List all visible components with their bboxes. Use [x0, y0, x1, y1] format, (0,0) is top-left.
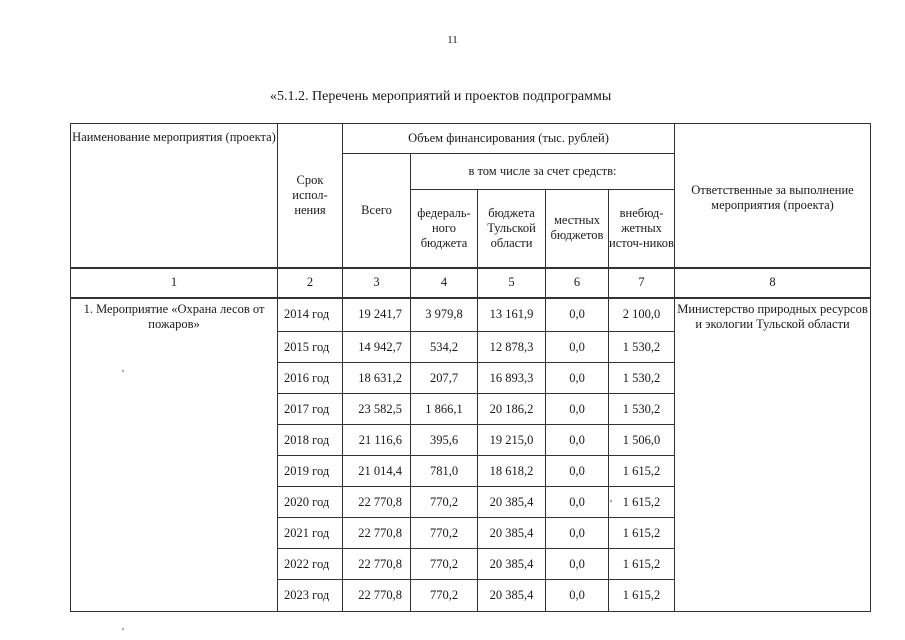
event-name-cell — [71, 363, 278, 394]
federal-cell: 3 979,8 — [411, 298, 478, 332]
table-row — [71, 518, 871, 549]
event-name-cell — [71, 394, 278, 425]
extra-cell: 1 506,0 — [609, 425, 675, 456]
local-cell: 0,0 — [546, 425, 609, 456]
column-number: 7 — [609, 268, 675, 298]
regional-cell: 18 618,2 — [478, 456, 546, 487]
local-cell: 0,0 — [546, 298, 609, 332]
local-cell: 0,0 — [546, 518, 609, 549]
total-cell: 14 942,7 — [343, 332, 411, 363]
local-cell: 0,0 — [546, 394, 609, 425]
header-local: местных бюджетов — [546, 190, 609, 268]
year-cell: 2017 год — [278, 394, 343, 425]
year-cell: 2020 год — [278, 487, 343, 518]
year-cell: 2023 год — [278, 580, 343, 612]
regional-cell: 20 385,4 — [478, 549, 546, 580]
column-number: 4 — [411, 268, 478, 298]
event-name-cell: 1. Мероприятие «Охрана лесов от пожаров» — [71, 298, 278, 332]
extra-cell: 1 530,2 — [609, 332, 675, 363]
extra-cell: 1 615,2 — [609, 487, 675, 518]
event-name-cell — [71, 518, 278, 549]
total-cell: 23 582,5 — [343, 394, 411, 425]
responsible-cell — [675, 549, 871, 580]
event-name-cell — [71, 487, 278, 518]
regional-cell: 20 186,2 — [478, 394, 546, 425]
header-responsible: Ответственные за выполнение мероприятия (проекта) — [675, 124, 871, 268]
page-title: «5.1.2. Перечень мероприятий и проектов подпрограммы — [270, 89, 612, 104]
table-row — [71, 487, 871, 518]
column-number: 2 — [278, 268, 343, 298]
responsible-cell — [675, 332, 871, 363]
column-number: 5 — [478, 268, 546, 298]
events-table — [70, 123, 871, 612]
responsible-cell — [675, 487, 871, 518]
page-number: 11 — [447, 34, 458, 46]
responsible-cell — [675, 363, 871, 394]
scan-speck — [122, 628, 124, 630]
regional-cell: 20 385,4 — [478, 580, 546, 612]
extra-cell: 1 530,2 — [609, 363, 675, 394]
scan-speck — [610, 500, 612, 502]
federal-cell: 1 866,1 — [411, 394, 478, 425]
header-extra: внебюд-жетных источ-ников — [609, 190, 675, 268]
total-cell: 21 116,6 — [343, 425, 411, 456]
responsible-cell — [675, 580, 871, 612]
regional-cell: 20 385,4 — [478, 518, 546, 549]
column-number: 6 — [546, 268, 609, 298]
header-federal: федераль-ного бюджета — [411, 190, 478, 268]
header-name: Наименование мероприятия (проекта) — [71, 124, 278, 268]
scan-speck — [122, 370, 124, 372]
event-name-cell — [71, 332, 278, 363]
column-number: 8 — [675, 268, 871, 298]
local-cell: 0,0 — [546, 332, 609, 363]
local-cell: 0,0 — [546, 456, 609, 487]
responsible-cell — [675, 518, 871, 549]
extra-cell: 1 615,2 — [609, 580, 675, 612]
header-regional: бюджета Тульской области — [478, 190, 546, 268]
year-cell: 2014 год — [278, 298, 343, 332]
event-name-cell — [71, 549, 278, 580]
header-financing: Объем финансирования (тыс. рублей) — [343, 124, 675, 154]
responsible-cell — [675, 425, 871, 456]
column-number-row — [71, 268, 871, 298]
total-cell: 19 241,7 — [343, 298, 411, 332]
events-table-container — [70, 123, 871, 612]
federal-cell: 395,6 — [411, 425, 478, 456]
table-row — [71, 298, 871, 332]
year-cell: 2022 год — [278, 549, 343, 580]
year-cell: 2018 год — [278, 425, 343, 456]
total-cell: 22 770,8 — [343, 487, 411, 518]
federal-cell: 781,0 — [411, 456, 478, 487]
table-row — [71, 363, 871, 394]
total-cell: 22 770,8 — [343, 549, 411, 580]
total-cell: 22 770,8 — [343, 580, 411, 612]
table-row — [71, 332, 871, 363]
federal-cell: 207,7 — [411, 363, 478, 394]
responsible-cell — [675, 456, 871, 487]
extra-cell: 1 615,2 — [609, 549, 675, 580]
federal-cell: 534,2 — [411, 332, 478, 363]
year-cell: 2021 год — [278, 518, 343, 549]
event-name-cell — [71, 425, 278, 456]
event-name-cell — [71, 456, 278, 487]
total-cell: 21 014,4 — [343, 456, 411, 487]
regional-cell: 16 893,3 — [478, 363, 546, 394]
header-term: Срок испол-нения — [278, 124, 343, 268]
extra-cell: 1 615,2 — [609, 518, 675, 549]
local-cell: 0,0 — [546, 487, 609, 518]
year-cell: 2015 год — [278, 332, 343, 363]
column-number: 1 — [71, 268, 278, 298]
total-cell: 22 770,8 — [343, 518, 411, 549]
local-cell: 0,0 — [546, 580, 609, 612]
regional-cell: 12 878,3 — [478, 332, 546, 363]
table-row — [71, 580, 871, 612]
regional-cell: 19 215,0 — [478, 425, 546, 456]
federal-cell: 770,2 — [411, 518, 478, 549]
responsible-cell: Министерство природных ресурсов и экологии Тульской области — [675, 298, 871, 332]
federal-cell: 770,2 — [411, 487, 478, 518]
regional-cell: 13 161,9 — [478, 298, 546, 332]
total-cell: 18 631,2 — [343, 363, 411, 394]
extra-cell: 1 615,2 — [609, 456, 675, 487]
column-number: 3 — [343, 268, 411, 298]
table-row — [71, 394, 871, 425]
table-row — [71, 456, 871, 487]
local-cell: 0,0 — [546, 363, 609, 394]
local-cell: 0,0 — [546, 549, 609, 580]
extra-cell: 1 530,2 — [609, 394, 675, 425]
federal-cell: 770,2 — [411, 549, 478, 580]
table-row — [71, 425, 871, 456]
header-including: в том числе за счет средств: — [411, 154, 675, 190]
header-total: Всего — [343, 154, 411, 268]
year-cell: 2019 год — [278, 456, 343, 487]
event-name-cell — [71, 580, 278, 612]
regional-cell: 20 385,4 — [478, 487, 546, 518]
responsible-cell — [675, 394, 871, 425]
table-row — [71, 549, 871, 580]
federal-cell: 770,2 — [411, 580, 478, 612]
year-cell: 2016 год — [278, 363, 343, 394]
extra-cell: 2 100,0 — [609, 298, 675, 332]
